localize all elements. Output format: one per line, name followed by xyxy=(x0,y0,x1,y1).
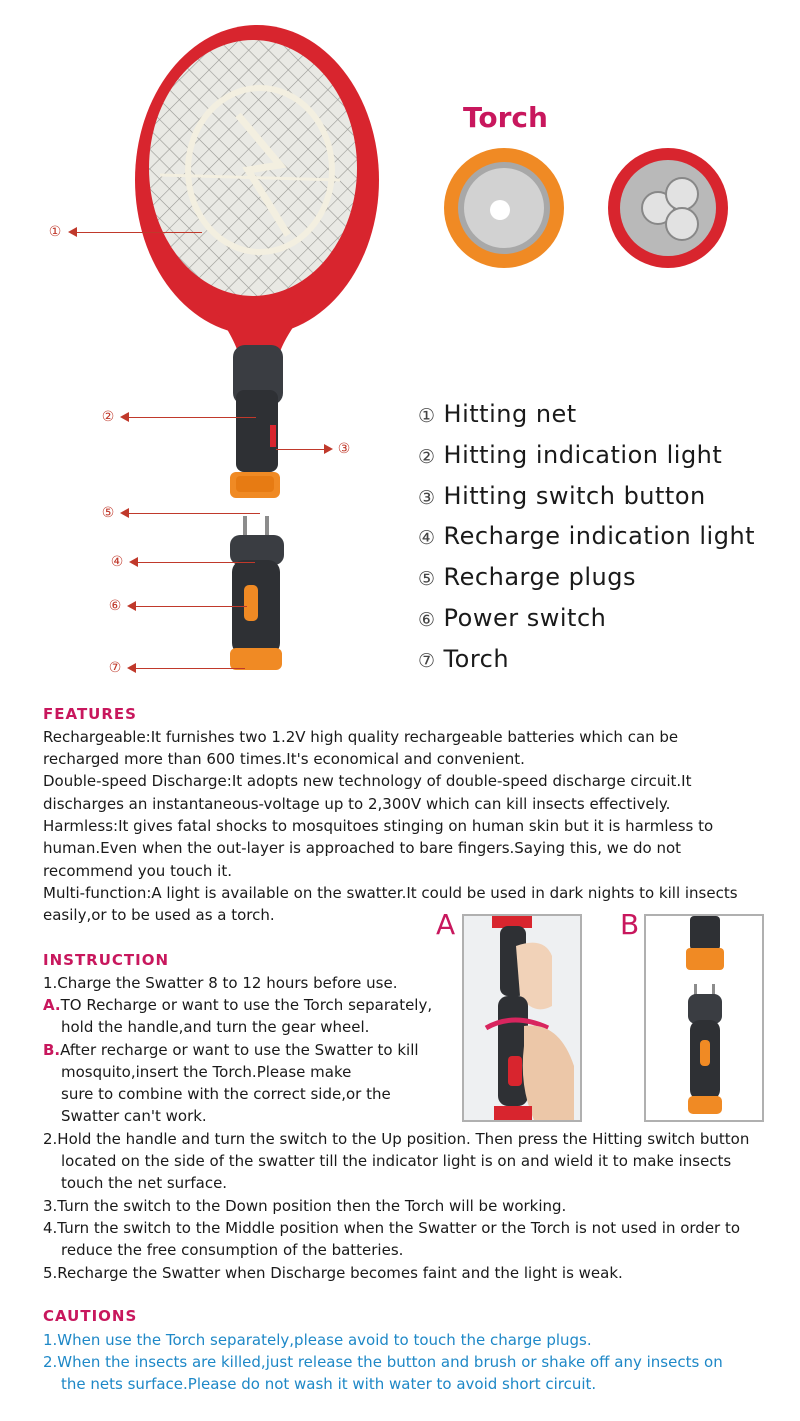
cautions-title: CAUTIONS xyxy=(43,1307,138,1325)
pointer-line-3 xyxy=(276,449,324,450)
pointer-label-2: ② xyxy=(101,409,115,425)
legend-label: Hitting switch button xyxy=(443,482,706,510)
legend-label: Recharge plugs xyxy=(443,563,636,591)
pointer-line-6 xyxy=(135,606,247,607)
pointer-label-1: ① xyxy=(48,224,62,240)
legend-item-2 xyxy=(418,441,722,469)
features-line: recommend you touch it. xyxy=(43,862,232,880)
pointer-label-5: ⑤ xyxy=(101,505,115,521)
legend-label: Recharge indication light xyxy=(443,522,756,550)
instruction-step-a-cont: hold the handle,and turn the gear wheel. xyxy=(61,1018,370,1036)
swatter-illustration xyxy=(120,20,390,680)
pointer-line-2 xyxy=(128,417,256,418)
step-a-mark: A. xyxy=(43,996,61,1014)
instruction-step-4-cont: reduce the free consumption of the batteries. xyxy=(61,1241,404,1259)
legend-item-3 xyxy=(418,482,706,510)
features-line: discharges an instantaneous-voltage up to 2,300V which can kill insects effectively. xyxy=(43,795,671,813)
step-b-text: After recharge or want to use the Swatter to kill xyxy=(60,1041,419,1059)
features-title: FEATURES xyxy=(43,705,137,723)
torch-title: Torch xyxy=(463,101,548,134)
instruction-step-2: 2.Hold the handle and turn the switch to the Up position. Then press the Hitting switch button xyxy=(43,1130,750,1148)
features-line: recharged more than 600 times.It's economical and convenient. xyxy=(43,750,525,768)
features-line: Multi-function:A light is available on the swatter.It could be used in dark nights to kill insects xyxy=(43,884,738,902)
features-line: Double-speed Discharge:It adopts new technology of double-speed discharge circuit.It xyxy=(43,772,692,790)
features-line: human.Even when the out-layer is approached to bare fingers.Saying this, we do not xyxy=(43,839,682,857)
photo-b xyxy=(644,914,764,1122)
torch-closeup-single xyxy=(442,146,566,270)
torch-closeup-triple xyxy=(606,146,730,270)
caution-line-1: 1.When use the Torch separately,please avoid to touch the charge plugs. xyxy=(43,1331,592,1349)
pointer-label-4: ④ xyxy=(110,554,124,570)
legend-item-6 xyxy=(418,604,606,632)
pointer-line-5 xyxy=(128,513,260,514)
pointer-label-3: ③ xyxy=(337,441,351,457)
caution-line-2-cont: the nets surface.Please do not wash it with water to avoid short circuit. xyxy=(61,1375,597,1393)
legend-num: ④ xyxy=(418,527,436,549)
features-line: easily,or to be used as a torch. xyxy=(43,906,275,924)
photo-b-image xyxy=(646,916,762,1120)
instruction-step-5: 5.Recharge the Swatter when Discharge becomes faint and the light is weak. xyxy=(43,1264,623,1282)
features-line: Harmless:It gives fatal shocks to mosquitoes stinging on human skin but it is harmless to xyxy=(43,817,714,835)
pointer-label-6: ⑥ xyxy=(108,598,122,614)
legend-item-4 xyxy=(418,522,755,550)
instruction-step-b-cont: mosquito,insert the Torch.Please make xyxy=(61,1063,352,1081)
instruction-title: INSTRUCTION xyxy=(43,951,170,969)
pointer-line-4 xyxy=(137,562,255,563)
instruction-step-a xyxy=(43,994,432,1016)
instruction-step-2-cont: located on the side of the swatter till the indicator light is on and wield it to make insects xyxy=(61,1152,732,1170)
pointer-line-7 xyxy=(135,668,245,669)
legend-label: Hitting indication light xyxy=(443,441,723,469)
instruction-step-4: 4.Turn the switch to the Middle position when the Swatter or the Torch is not used in order to xyxy=(43,1219,741,1237)
instruction-step-b-cont: sure to combine with the correct side,or the xyxy=(61,1085,391,1103)
step-b-mark: B. xyxy=(43,1041,61,1059)
legend-num: ⑥ xyxy=(418,609,436,631)
legend-label: Torch xyxy=(443,645,510,673)
legend-num: ② xyxy=(418,446,436,468)
instruction-step-b-cont: Swatter can't work. xyxy=(61,1107,207,1125)
photo-label-b: B xyxy=(620,908,640,941)
photo-label-a: A xyxy=(436,908,456,941)
caution-line-2: 2.When the insects are killed,just release the button and brush or shake off any insects on xyxy=(43,1353,723,1371)
legend-num: ⑤ xyxy=(418,568,436,590)
legend-label: Hitting net xyxy=(443,400,577,428)
pointer-arrow-3 xyxy=(324,444,333,454)
legend-num: ⑦ xyxy=(418,650,436,672)
features-line: Rechargeable:It furnishes two 1.2V high quality rechargeable batteries which can be xyxy=(43,728,679,746)
step-a-text: TO Recharge or want to use the Torch separately, xyxy=(60,996,433,1014)
photo-a xyxy=(462,914,582,1122)
instruction-step-3: 3.Turn the switch to the Down position then the Torch will be working. xyxy=(43,1197,567,1215)
legend-label: Power switch xyxy=(443,604,607,632)
legend-item-1 xyxy=(418,400,577,428)
photo-a-image xyxy=(464,916,580,1120)
instruction-step-b xyxy=(43,1039,419,1061)
legend-num: ③ xyxy=(418,487,436,509)
instruction-step-2-cont: touch the net surface. xyxy=(61,1174,228,1192)
pointer-label-7: ⑦ xyxy=(108,660,122,676)
pointer-line-1 xyxy=(76,232,202,233)
legend-item-7 xyxy=(418,645,509,673)
instruction-step-1: 1.Charge the Swatter 8 to 12 hours before use. xyxy=(43,974,398,992)
legend-item-5 xyxy=(418,563,636,591)
legend-num: ① xyxy=(418,405,436,427)
